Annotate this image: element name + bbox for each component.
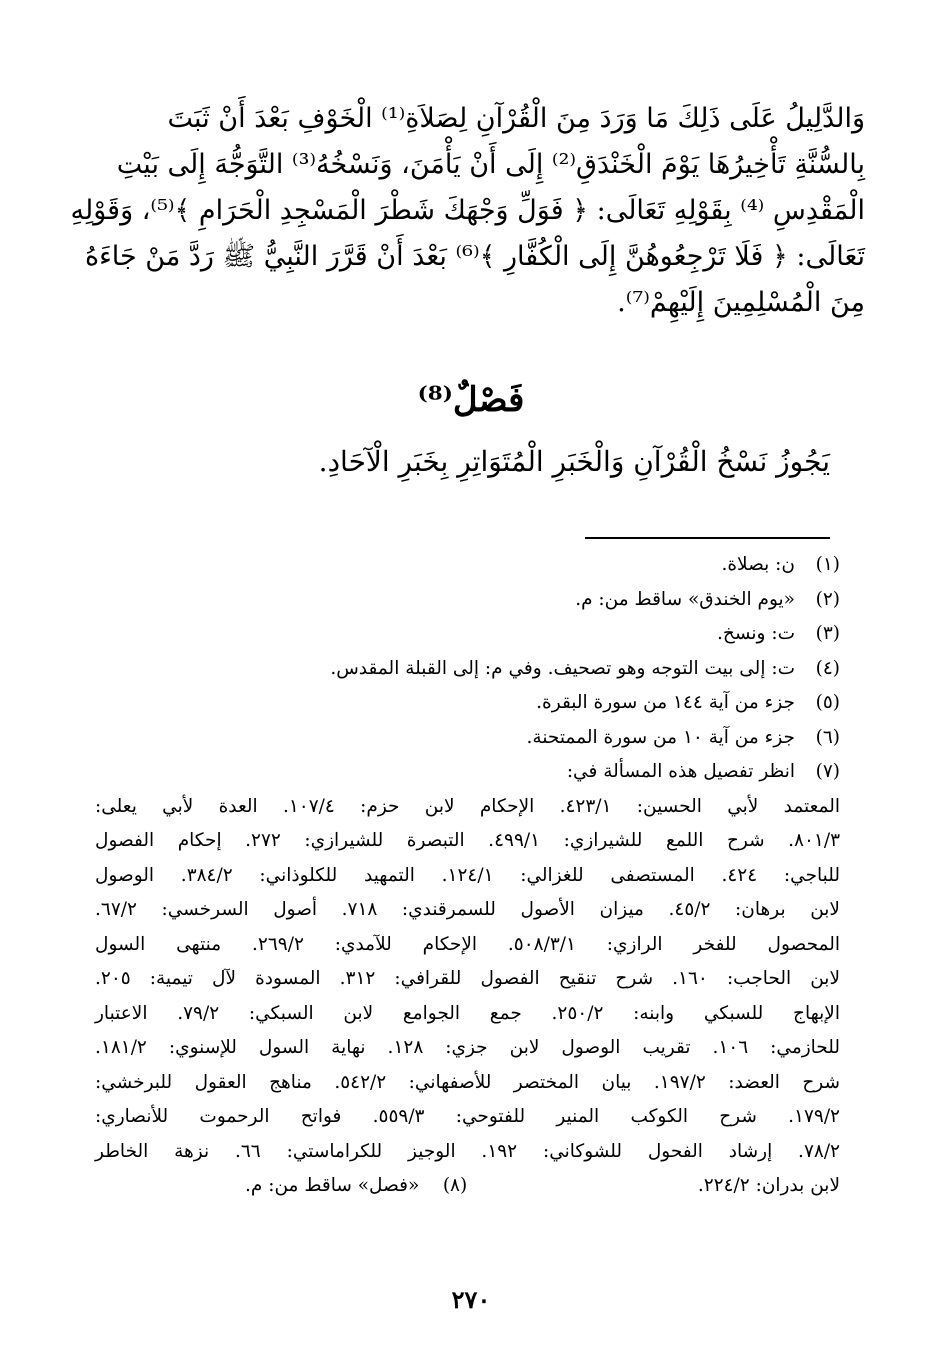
footnote-7-line-3: للباجي: ٤٢٤. المستصفى للغزالي: ١٢٤/١. التمهيد للكلوذاني: ٣٨٤/٢. الوصول	[95, 864, 840, 886]
footnote-7-line-6: لابن الحاجب: ١٦٠. شرح تنقيح الفصول للقرافي: ٣١٢. المسودة لآل تيمية: ٢٠٥.	[95, 968, 840, 989]
footnote-text: «يوم الخندق» ساقط من: م.	[575, 588, 795, 610]
footnote-number: (٧)	[815, 761, 840, 782]
footnote-text: ت: ونسخ.	[717, 623, 795, 644]
footnote-number: (٢)	[815, 588, 840, 610]
footnote-6	[95, 721, 840, 756]
body-line-5: مِنَ الْمُسْلِمِينَ إِلَيْهِمْ⁽⁷⁾.	[617, 287, 865, 318]
main-body-text	[70, 96, 865, 326]
footnotes	[95, 548, 840, 1204]
footnote-text: جزء من آية ١٤٤ من سورة البقرة.	[536, 692, 795, 713]
section-text: يَجُوزُ نَسْخُ الْقُرْآنِ وَالْخَبَرِ الْمُتَوَاتِرِ بِخَبَرِ الْآحَادِ.	[318, 445, 830, 478]
footnote-7-line-12: لابن بدران: ٢٢٤/٢.	[697, 1175, 840, 1196]
footnote-7-line-8: للحازمي: ١٠٦. تقريب الوصول لابن جزي: ١٢٨. نهاية السول للإسنوي: ١٨١/٢.	[95, 1037, 841, 1058]
body-line-1: وَالدَّلِيلُ عَلَى ذَلِكَ مَا وَرَدَ مِنَ الْقُرْآنِ لِصَلاَةِ⁽¹⁾ الْخَوْفِ بَعْدَ أَنْ ثَبَتَ	[167, 103, 865, 134]
footnote-1	[95, 548, 840, 583]
footnote-4	[95, 652, 840, 687]
footnote-5	[95, 686, 840, 721]
footnote-7-line-11: ٧٨/٢. إرشاد الفحول للشوكاني: ١٩٢. الوجيز للكراماستي: ٦٦. نزهة الخاطر	[95, 1140, 840, 1162]
page-number: ٢٧٠	[451, 1285, 491, 1314]
section-heading: فَصْلٌ⁽⁸⁾	[417, 380, 525, 420]
footnote-separator	[585, 537, 830, 539]
footnote-last-line	[95, 1169, 840, 1204]
footnote-7-line-9: شرح العضد: ١٩٧/٢. بيان المختصر للأصفهاني: ٥٤٢/٢. مناهج العقول للبرخشي:	[95, 1071, 840, 1093]
body-line-4: تَعَالَى: ﴿ فَلَا تَرْجِعُوهُنَّ إِلَى الْكُفَّارِ ﴾⁽⁶⁾ بَعْدَ أَنْ قَرَّرَ النَّبِيُّ ﷺ رَدَّ مَنْ جَاءَهُ	[84, 241, 865, 272]
footnote-3	[95, 617, 840, 652]
footnote-7-line-5: المحصول للفخر الرازي: ٥٠٨/٣/١. الإحكام للآمدي: ٢٦٩/٢. منتهى السول	[95, 933, 840, 955]
footnote-text: ن: بصلاة.	[721, 554, 795, 575]
footnote-number: (٣)	[815, 623, 840, 644]
footnote-number: (١)	[815, 554, 840, 575]
footnote-7-line-2: ٨٠١/٣. شرح اللمع للشيرازي: ٤٩٩/١. التبصرة للشيرازي: ٢٧٢. إحكام الفصول	[95, 830, 841, 851]
footnote-text: «فصل» ساقط من: م.	[245, 1175, 420, 1196]
footnote-number: (٨)	[442, 1175, 468, 1196]
footnote-7-line-4: لابن برهان: ٤٥/٢. ميزان الأصول للسمرقندي: ٧١٨. أصول السرخسي: ٦٧/٢.	[95, 899, 840, 920]
footnote-number: (٦)	[815, 726, 840, 748]
footnote-text: ت: إلى بيت التوجه وهو تصحيف. وفي م: إلى القبلة المقدس.	[330, 657, 795, 679]
footnote-7	[95, 755, 840, 790]
body-line-3: الْمَقْدِسِ ⁽⁴⁾ بِقَوْلِهِ تَعَالَى: ﴿ فَوَلِّ وَجْهَكَ شَطْرَ الْمَسْجِدِ الْحَرَامِ ﴾⁽⁵⁾، وَقَوْلِهِ	[70, 195, 865, 226]
footnote-8	[245, 1169, 467, 1204]
footnote-text: جزء من آية ١٠ من سورة الممتحنة.	[526, 726, 795, 748]
footnote-7-line-1: المعتمد لأبي الحسين: ٤٢٣/١. الإحكام لابن حزم: ١٠٧/٤. العدة لأبي يعلى:	[95, 795, 840, 817]
footnote-number: (٤)	[815, 657, 840, 679]
footnote-2	[95, 583, 840, 618]
footnote-7-line-7: الإبهاج للسبكي وابنه: ٢٥٠/٢. جمع الجوامع لابن السبكي: ٧٩/٢. الاعتبار	[95, 1002, 841, 1024]
body-line-2: بِالسُّنَّةِ تَأْخِيرُهَا يَوْمَ الْخَنْدَقِ⁽²⁾ إِلَى أَنْ يَأْمَنَ، وَنَسْخُهُ⁽³⁾ التَّوَجُّهَ إِلَى بَيْتِ	[116, 149, 865, 180]
footnote-number: (٥)	[815, 692, 840, 713]
footnote-text: انظر تفصيل هذه المسألة في:	[566, 761, 795, 782]
footnote-7-line-10: ١٧٩/٢. شرح الكوكب المنير للفتوحي: ٥٥٩/٣. فواتح الرحموت للأنصاري:	[95, 1106, 840, 1127]
